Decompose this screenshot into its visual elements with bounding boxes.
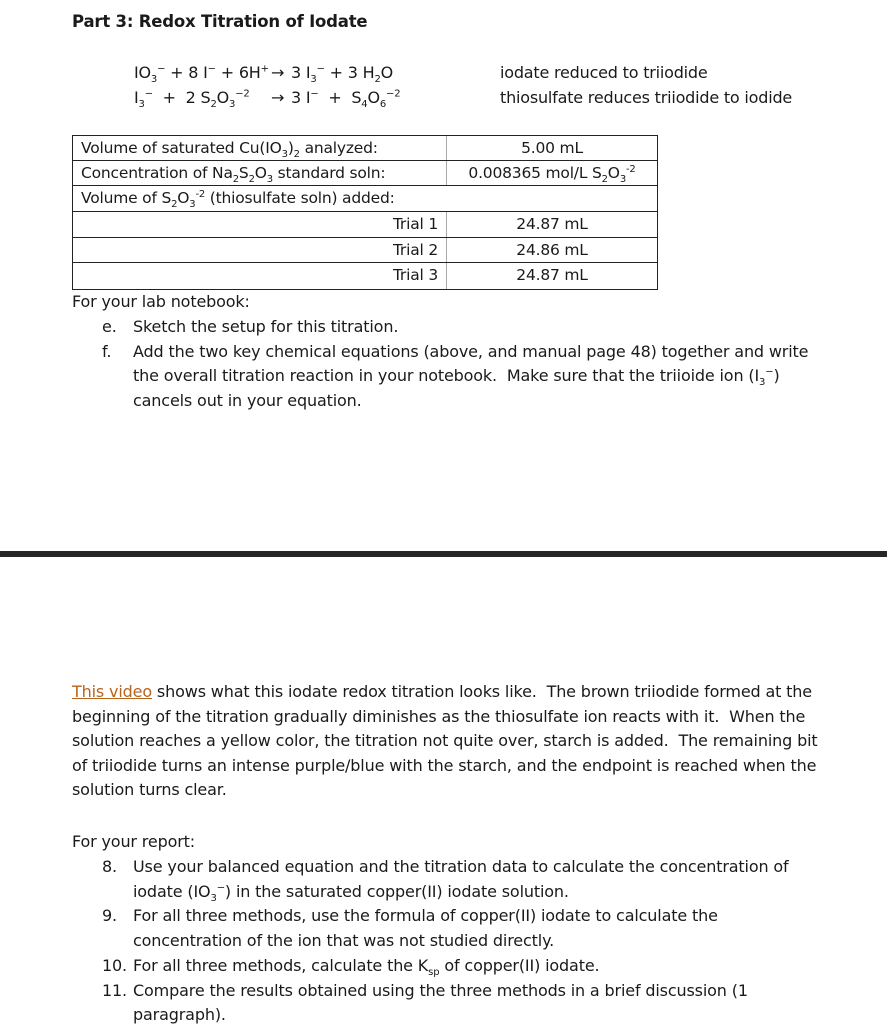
equation-2-products: 3 $I^- + S_4O_6^{-2}$ — [291, 88, 401, 111]
equation-2-reactants: $I_3^- + 2$ $S_2O_3^{-2}$ — [134, 88, 250, 111]
lab-notebook-heading: For your lab notebook: — [72, 292, 250, 311]
table-row — [73, 186, 657, 212]
list-item: 9. For all three methods, use the formula of copper(II) iodate to calculate the concentration of the ion that was not studied directly. — [102, 906, 718, 951]
video-paragraph: This video shows what this iodate redox titration looks like. The brown triiodide formed at the beginning of the titration gradually diminishes as the thiosulfate ion reacts with it. When the solution reaches a yellow color, the titration not quite over, starch is added. The remaining bit of triiodide turns an intense purple/blue with the starch, and the endpoint is reached when the solution turns clear. — [72, 682, 818, 800]
list-marker: 11. — [102, 980, 127, 1000]
section-title: Part 3: Redox Titration of Iodate — [72, 12, 368, 31]
report-heading: For your report: — [72, 832, 196, 851]
trial-label: Trial 1 — [73, 212, 447, 237]
list-marker: f. — [102, 341, 112, 361]
list-item: 10. For all three methods, calculate the $K_{sp}$ of copper(II) iodate. — [102, 955, 600, 978]
table-row — [73, 136, 657, 161]
titration-data-table — [72, 135, 658, 290]
trial-label: Trial 3 — [73, 263, 447, 289]
table-label: Volume of saturated $Cu(IO_3)_2$ analyzed: — [73, 136, 447, 160]
list-item: 8. Use your balanced equation and the titration data to calculate the concentration of iodate $(IO_3^-)$ in the saturated copper(II) iodate solution. — [102, 857, 789, 904]
trial-value: 24.87 mL — [516, 266, 588, 284]
lab-notebook-list — [72, 315, 852, 414]
trial-value: 24.87 mL — [516, 215, 588, 233]
table-row — [73, 212, 657, 238]
list-item: 11. Compare the results obtained using the three methods in a brief discussion (1 paragraph). — [102, 980, 748, 1025]
trial-value: 24.86 mL — [516, 241, 588, 259]
arrow-icon: → — [271, 88, 285, 107]
equation-1-products: 3 $I_3^- + 3$ $H_2O$ — [291, 63, 394, 86]
list-marker: 10. — [102, 955, 127, 975]
equation-1-note: iodate reduced to triiodide — [500, 63, 708, 82]
list-marker: 8. — [102, 857, 117, 876]
table-row — [73, 263, 657, 289]
table-label: Concentration of $Na_2S_2O_3$ standard soln: — [73, 161, 447, 185]
list-marker: e. — [102, 317, 117, 336]
page-divider — [0, 551, 887, 557]
list-item: f. Add the two key chemical equations (above, and manual page 48) together and write the overall titration reaction in your notebook. Make sure that the triioide ion $(I_3^-)$ cancels out in your equation. — [102, 341, 809, 411]
video-link[interactable]: This video — [72, 682, 152, 701]
table-value: 0.008365 mol/L $S_2O_3^{-2}$ — [468, 163, 636, 186]
list-item: e. Sketch the setup for this titration. — [72, 315, 852, 340]
table-row — [73, 238, 657, 263]
list-marker: 9. — [102, 906, 117, 926]
table-label: Volume of $S_2O_3^{-2}$ (thiosulfate soln) added: — [81, 188, 395, 211]
equation-2-note: thiosulfate reduces triiodide to iodide — [500, 88, 793, 107]
arrow-icon: → — [271, 63, 285, 82]
equation-1-reactants: $IO_3^- + 8$ I− + 6H+ — [134, 63, 269, 86]
table-row — [73, 161, 657, 186]
trial-label: Trial 2 — [73, 238, 447, 262]
report-list — [72, 855, 852, 1028]
table-value: 5.00 mL — [521, 139, 583, 157]
